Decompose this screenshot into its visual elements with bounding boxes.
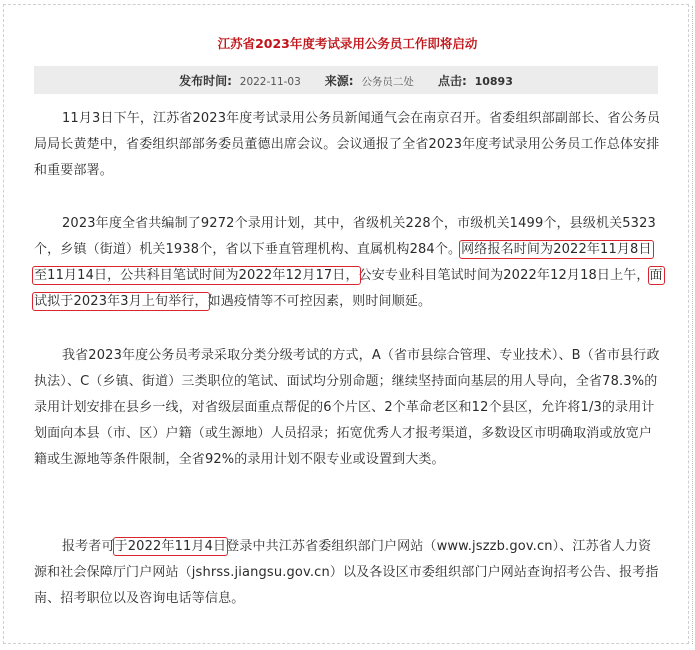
paragraph-3: 我省2023年度公务员考录采取分类分级考试的方式，A（省市县综合管理、专业技术）、B（省市县行政执法）、C（乡镇、街道）三类职位的笔试、面试均分别命题；继续坚持面向基层的用人导向，全省78.3%的录用计划安排在县乡一线，对省级层面重点帮促的6个片区、2个革命老区和12个县区，允许将1/3的录用计划面向本县（市、区）户籍（或生源地）人员招录；拓宽优秀人才报考渠道，多数设区市明确取消或放宽户籍或生源地等条件限制，全省92%的录用计划不限专业或设置到大类。 xyxy=(34,348,660,467)
hit-count xyxy=(438,72,513,89)
highlight-registration-and-written-exam: 网络报名时间为2022年11月8日至11月14日，公共科目笔试时间为2022年12月17日， xyxy=(34,242,652,283)
paragraph-2-postpone-note: 如遇疫情等不可控因素，则时间顺延。 xyxy=(207,294,432,309)
source-value: 公务员二处 xyxy=(361,75,414,88)
paragraph-4-lead: 报考者可 xyxy=(62,539,115,554)
paragraph-4-websites: 登录中共江苏省委组织部门户网站（www.jszzb.gov.cn）、江苏省人力资源和社会保障厅门户网站（jshrss.jiangsu.gov.cn）以及各设区市委组织部门户网站查询招考公告、报考指南、招考职位以及咨询电话等信息。 xyxy=(34,539,659,606)
source xyxy=(325,72,414,89)
paragraph-2 xyxy=(34,211,664,315)
right-edge-divider xyxy=(691,6,693,644)
highlight-announcement-date: 于2022年11月4日 xyxy=(114,539,227,554)
hit-count-label: 点击: xyxy=(437,73,467,88)
paragraph-2-plan-counts: 2023年度全省共编制了9272个录用计划，其中，省级机关228个，市级机关1499个，县级机关5323个，乡镇（街道）机关1938个，省以下垂直管理机构、直属机构284个。 xyxy=(34,216,656,257)
publish-date-label: 发布时间: xyxy=(179,73,232,88)
hit-count-value: 10893 xyxy=(474,74,513,88)
paragraph-2-police-exam: 公安专业科目笔试时间为2022年12月18日上午， xyxy=(358,268,650,283)
publish-date-value: 2022-11-03 xyxy=(239,75,301,88)
publish-date xyxy=(179,72,301,89)
highlight-interview-date: 面试拟于2023年3月上旬举行， xyxy=(34,268,663,309)
paragraph-1: 11月3日下午，江苏省2023年度考试录用公务员新闻通气会在南京召开。省委组织部副部长、省公务员局局长黄楚中，省委组织部部务委员董德出席会议。会议通报了全省2023年度考试录用公务员工作总体安排和重要部署。 xyxy=(34,111,661,178)
source-label: 来源: xyxy=(324,73,354,88)
article-meta-bar xyxy=(34,66,658,94)
article-title: 江苏省2023年度考试录用公务员工作即将启动 xyxy=(217,36,478,51)
paragraph-4 xyxy=(34,534,664,612)
